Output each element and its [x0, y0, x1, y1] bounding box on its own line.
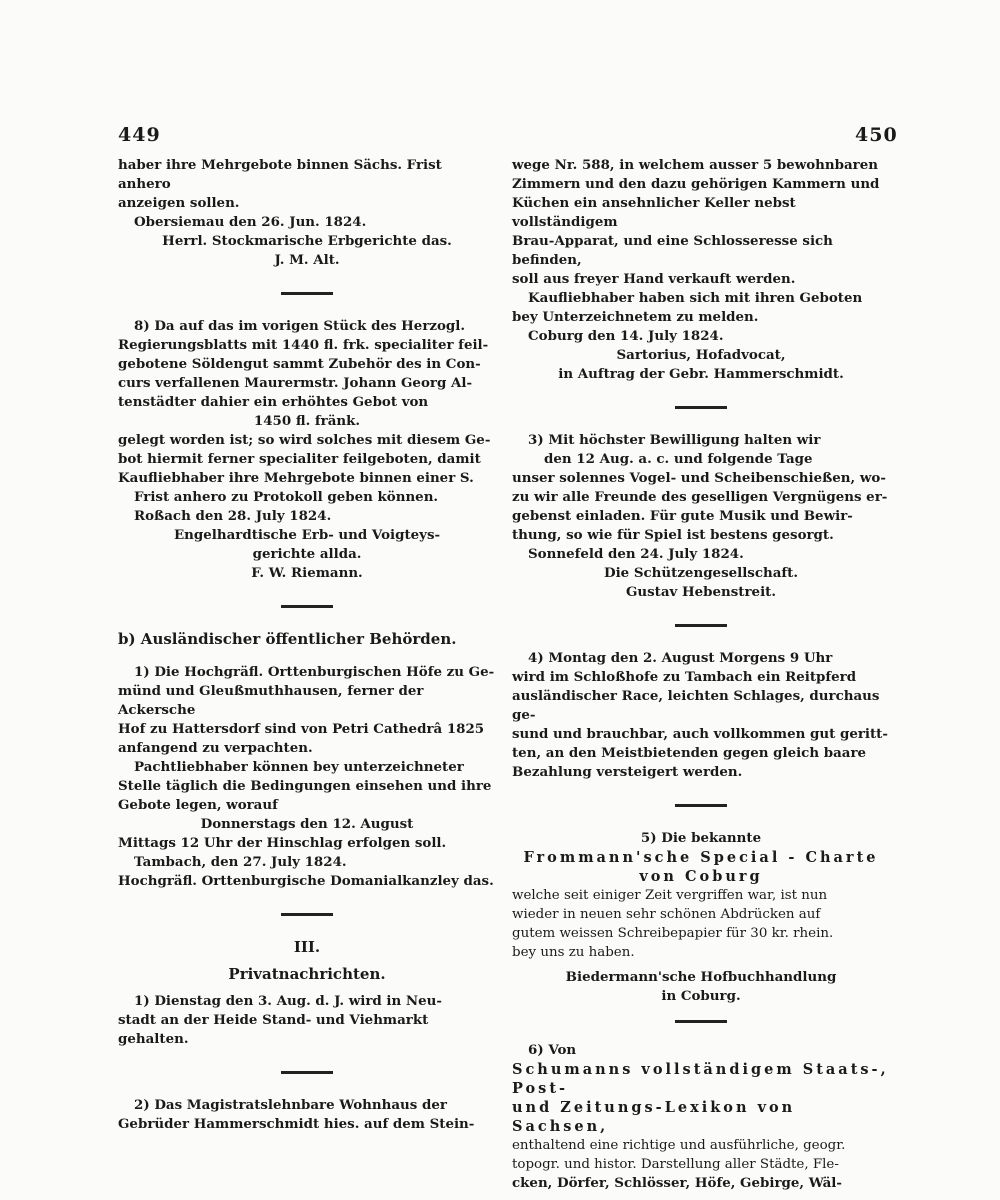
dateline: Roßach den 28. July 1824.	[134, 508, 332, 524]
text-line: 3) Mit höchster Bewilligung halten wir	[528, 432, 821, 448]
signature: J. M. Alt.	[274, 252, 340, 268]
text-line: Brau-Apparat, und eine Schlosseresse sich befinden,	[512, 233, 833, 268]
text-line: 1) Die Hochgräfl. Orttenburgischen Höfe zu Ge-	[134, 664, 495, 680]
text-line: den 12 Aug. a. c. und folgende Tage	[544, 451, 813, 467]
signature: in Coburg.	[661, 988, 741, 1004]
text-line: Gebote legen, worauf	[118, 797, 278, 813]
text-line: haber ihre Mehrgebote binnen Sächs. Frist anhero	[118, 157, 442, 192]
text-line: bey uns zu haben.	[512, 945, 635, 960]
separator-rule	[281, 913, 333, 916]
separator-rule	[675, 406, 727, 409]
text-line: 4) Montag den 2. August Morgens 9 Uhr	[528, 650, 833, 666]
signature: Biedermann'sche Hofbuchhandlung	[565, 969, 837, 985]
text-line: Gebrüder Hammerschmidt hies. auf dem Stein-	[118, 1116, 475, 1132]
text-line: bot hiermit ferner specialiter feilgeboten, damit	[118, 451, 481, 467]
text-line: curs verfallenen Maurermstr. Johann Georg Al-	[118, 375, 473, 391]
notice-3	[512, 431, 890, 602]
text-line: und Zeitungs-Lexikon von Sachsen,	[512, 1099, 796, 1135]
notice-b1	[118, 663, 496, 891]
separator-rule	[675, 624, 727, 627]
text-line: gebotene Söldengut sammt Zubehör des in Con-	[118, 356, 481, 372]
signature: Herrl. Stockmarische Erbgerichte das.	[162, 233, 452, 249]
text-line: welche seit einiger Zeit vergriffen war, ist nun	[512, 888, 828, 903]
section-heading: b) Ausländischer öffentlicher Behörden.	[118, 630, 457, 648]
separator-rule	[281, 292, 333, 295]
notice-8	[118, 317, 496, 583]
page-number-right: 450	[855, 124, 898, 146]
text-line: tenstädter dahier ein erhöhtes Gebot von	[118, 394, 429, 410]
text-line: Pachtliebhaber können bey unterzeichneter	[134, 759, 464, 775]
separator-rule	[675, 1020, 727, 1023]
private-notice-1	[118, 992, 496, 1049]
dateline: Obersiemau den 26. Jun. 1824.	[134, 214, 367, 230]
text-line: thung, so wie für Spiel ist bestens gesorgt.	[512, 527, 834, 543]
text-line: wieder in neuen sehr schönen Abdrücken auf	[512, 907, 821, 922]
text-line: Kaufliebhaber ihre Mehrgebote binnen einer S.	[118, 470, 474, 486]
text-line: topogr. und histor. Darstellung aller Städte, Fle-	[512, 1157, 839, 1172]
text-line: Bezahlung versteigert werden.	[512, 764, 743, 780]
text-line: Regierungsblatts mit 1440 fl. frk. specialiter feil-	[118, 337, 489, 353]
separator-rule	[281, 605, 333, 608]
signature: Gustav Hebenstreit.	[625, 584, 777, 600]
text-line: Hof zu Hattersdorf sind von Petri Cathedrâ 1825	[118, 721, 485, 737]
text-line: münd und Gleußmuthhausen, ferner der Ackersche	[118, 683, 424, 718]
signature: Sartorius, Hofadvocat,	[616, 347, 786, 363]
text-line: unser solennes Vogel- und Scheibenschießen, wo-	[512, 470, 886, 486]
page-number-left: 449	[118, 124, 161, 146]
notice-6	[512, 1041, 890, 1193]
text-line: ten, an den Meistbietenden gegen gleich baare	[512, 745, 867, 761]
text-line: Schumanns vollständigem Staats-, Post-	[512, 1061, 889, 1097]
text-line: soll aus freyer Hand verkauft werden.	[512, 271, 796, 287]
text-line: Kaufliebhaber haben sich mit ihren Geboten	[528, 290, 863, 306]
section-number: III.	[293, 938, 321, 956]
text-line: 8) Da auf das im vorigen Stück des Herzogl.	[134, 318, 466, 334]
text-line: gebenst einladen. Für gute Musik und Bewir-	[512, 508, 853, 524]
text-line: stadt an der Heide Stand- und Viehmarkt gehalten.	[118, 1012, 429, 1047]
dateline: Coburg den 14. July 1824.	[528, 328, 724, 344]
private-notice-2	[118, 1096, 496, 1134]
signature: Hochgräfl. Orttenburgische Domanialkanzley das.	[118, 873, 494, 889]
left-column	[118, 156, 496, 1134]
text-line: 1) Dienstag den 3. Aug. d. J. wird in Neu-	[134, 993, 442, 1009]
text-line: 1450 fl. fränk.	[253, 413, 361, 429]
signature: gerichte allda.	[252, 546, 362, 562]
text-line: zu wir alle Freunde des geselligen Vergnügens er-	[512, 489, 888, 505]
notice-5	[512, 829, 890, 1006]
dateline: Sonnefeld den 24. July 1824.	[528, 546, 744, 562]
map-title: Frommann'sche Special - Charte	[523, 849, 879, 866]
text-line: 2) Das Magistratslehnbare Wohnhaus der	[134, 1097, 447, 1113]
text-line: enthaltend eine richtige und ausführliche, geogr.	[512, 1138, 846, 1153]
text-line: Mittags 12 Uhr der Hinschlag erfolgen soll.	[118, 835, 447, 851]
separator-rule	[281, 1071, 333, 1074]
text-line: 5) Die bekannte	[640, 830, 762, 846]
signature: F. W. Riemann.	[251, 565, 363, 581]
text-line: bey Unterzeichnetem zu melden.	[512, 309, 759, 325]
map-title: von Coburg	[639, 868, 763, 885]
notice-continuation	[118, 156, 496, 270]
section-heading: Privatnachrichten.	[228, 965, 386, 983]
text-line: sund und brauchbar, auch vollkommen gut geritt-	[512, 726, 888, 742]
text-line: Zimmern und den dazu gehörigen Kammern und	[512, 176, 880, 192]
text-line: anzeigen sollen.	[118, 195, 240, 211]
signature: Die Schützengesellschaft.	[603, 565, 799, 581]
signature: in Auftrag der Gebr. Hammerschmidt.	[558, 366, 844, 382]
dateline: Tambach, den 27. July 1824.	[134, 854, 347, 870]
text-line: wird im Schloßhofe zu Tambach ein Reitpferd	[512, 669, 857, 685]
right-column	[512, 156, 890, 1193]
text-line: cken, Dörfer, Schlösser, Höfe, Gebirge, Wäl-	[512, 1175, 842, 1191]
text-line: Küchen ein ansehnlicher Keller nebst vollständigem	[512, 195, 796, 230]
text-line: anfangend zu verpachten.	[118, 740, 313, 756]
text-line: ausländischer Race, leichten Schlages, durchaus ge-	[512, 688, 880, 723]
notice-4	[512, 649, 890, 782]
text-line: gelegt worden ist; so wird solches mit diesem Ge-	[118, 432, 491, 448]
text-line: Donnerstags den 12. August	[200, 816, 414, 832]
text-line: gutem weissen Schreibepapier für 30 kr. rhein.	[512, 926, 834, 941]
notice-continuation	[512, 156, 890, 384]
text-line: wege Nr. 588, in welchem ausser 5 bewohnbaren	[512, 157, 878, 173]
separator-rule	[675, 804, 727, 807]
text-line: Stelle täglich die Bedingungen einsehen und ihre	[118, 778, 492, 794]
signature: Engelhardtische Erb- und Voigteys-	[173, 527, 441, 543]
text-line: Frist anhero zu Protokoll geben können.	[134, 489, 439, 505]
text-line: 6) Von	[528, 1042, 577, 1058]
